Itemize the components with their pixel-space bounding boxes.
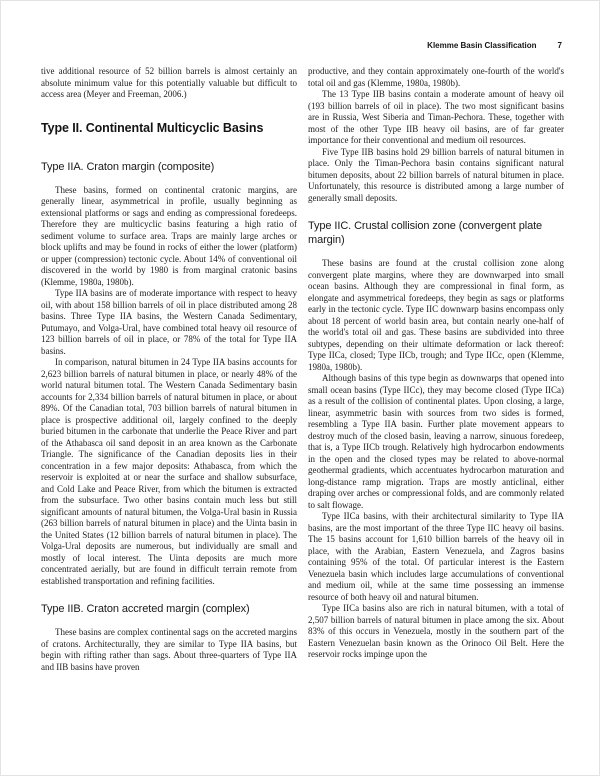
- left-column: [41, 66, 297, 673]
- body-paragraph: tive additional resource of 52 billion barrels is almost certainly an absolute minimum value for this potentially valuable but difficult to access area (Meyer and Freeman, 2006.): [41, 66, 297, 99]
- body-paragraph: These basins are found at the crustal collision zone along convergent plate margins, where they are downwarped into small ocean basins. Although they are compressional in final form, as elongate and asymmetrical foredeeps, they begin as sags or platforms early in the tectonic cycle. Type IIC downwarp basins encompass only about 18 percent of world basin area, but contain nearly one-half of the world's total oil and gas. These basins are subdivided into three subtypes, depending on their ultimate deformation or lack thereof: Type IICa, closed; Type IICb, trough; and Type IICc, open (Klemme, 1980a, 1980b).: [308, 258, 564, 372]
- running-header: [427, 41, 562, 50]
- body-paragraph: Five Type IIB basins hold 29 billion barrels of natural bitumen in place. Only the Timan-Pechora basin contains significant natural bitumen deposits, about 22 billion barrels of natural bitumen in place. Unfortunately, this resource is distributed among a large number of generally small deposits.: [308, 146, 564, 203]
- body-paragraph: Type IICa basins, with their architectural similarity to Type IIA basins, are the most important of the three Type IIC heavy oil basins. The 15 basins account for 1,610 billion barrels of the heavy oil in place, with the Arabian, Eastern Venezuela, and Zagros basins containing 95% of the total. Of particular interest is the Eastern Venezuela basin which includes large accumulations of conventional and medium oil, while at the same time possessing an immense resource of both heavy oil and natural bitumen.: [308, 511, 564, 602]
- subsection-heading: Type IIA. Craton margin (composite): [41, 160, 215, 173]
- body-paragraph: Although basins of this type begin as downwarps that opened into small ocean basins (Type IICc), they may become closed (Type IICa) as a result of the collision of continental plates. Upon closing, a large, linear, asymmetric basin with sources from two sides is formed, resembling a Type IIA basin. Further plate movement appears to destroy much of the closed basin, leaving a narrow, sinuous foredeep, that is, a Type IICb trough. Relatively high hydrocarbon endowments in the open and the closed types may be related to above-normal geothermal gradients, which accentuates hydrocarbon maturation and long-distance ramp migration. Traps are mostly anticlinal, either draping over arches or compressional folds, and are commonly related to salt flowage.: [308, 373, 564, 510]
- body-paragraph: The 13 Type IIB basins contain a moderate amount of heavy oil (193 billion barrels of oil in place). The two most significant basins are in Russia, West Siberia and Timan-Pechora. These, together with most of the other Type IIB heavy oil basins, are of far greater importance for their conventional and medium oil resources.: [308, 89, 564, 145]
- body-paragraph: Type IICa basins also are rich in natural bitumen, with a total of 2,507 billion barrels of natural bitumen in place among the six. About 83% of this occurs in Venezuela, mostly in the southern part of the Eastern Venezuelan basin known as the Orinoco Oil Belt. Here the reservoir rocks impinge upon the: [308, 603, 564, 659]
- subsection-heading: Type IIB. Craton accreted margin (complex): [41, 603, 250, 615]
- subsection-heading: Type IIC. Crustal collision zone (convergent plate margin): [308, 220, 543, 246]
- page-number: 7: [557, 41, 562, 50]
- running-header-title: Klemme Basin Classification: [427, 41, 537, 50]
- right-column: [308, 66, 564, 673]
- body-paragraph: These basins are complex continental sags on the accreted margins of cratons. Architecturally, they are similar to Type IIA basins, but begin with rifting rather than sags. About three-quarters of Type IIA and IIB basins have proven: [41, 627, 297, 672]
- two-column-text-area: [41, 66, 564, 673]
- section-heading: Type II. Continental Multicyclic Basins: [41, 120, 264, 135]
- body-paragraph: These basins, formed on continental cratonic margins, are generally linear, asymmetrical in profile, usually beginning as extensional platforms or sags and ending as compressional foredeeps. Therefore they are multicyclic basins featuring a high ratio of sediment volume to surface area. Traps are mainly large arches or block uplifts and may be found in rocks of either the lower (platform) or upper (compression) tectonic cycle. About 14% of conventional oil discovered in the world by 1980 is from marginal cratonic basins (Klemme, 1980a, 1980b).: [41, 184, 297, 287]
- body-paragraph: productive, and they contain approximately one-fourth of the world's total oil and gas (Klemme, 1980a, 1980b).: [308, 66, 564, 88]
- body-paragraph: Type IIA basins are of moderate importance with respect to heavy oil, with about 158 billion barrels of oil in place distributed among 28 basins. Three Type IIA basins, the Western Canada Sedimentary, Putumayo, and Volga-Ural, have combined total heavy oil resource of 123 billion barrels of oil in place, or 78% of the total for Type IIA basins.: [41, 288, 297, 356]
- body-paragraph: In comparison, natural bitumen in 24 Type IIA basins accounts for 2,623 billion barrels of natural bitumen in place, or nearly 48% of the world natural bitumen total. The Western Canada Sedimentary basin accounts for 2,334 billion barrels of natural bitumen in place, or about 89%. Of the Canadian total, 703 billion barrels of natural bitumen in place is prospective additional oil, largely confined to the deeply buried bitumen in the carbonate that underlie the Peace River and part of the Athabasca oil sand deposit in an area known as the Carbonate Triangle. The significance of the Canadian deposits lies in their concentration in a few major deposits: Athabasca, from which the reservoir is exploited at or near the surface and shallow subsurface, and Cold Lake and Peace River, from which the bitumen is extracted from the subsurface. Two other basins contain much less but still significant amounts of natural bitumen, the Volga-Ural basin in Russia (263 billion barrels of natural bitumen in place) and the Uinta basin in the United States (12 billion barrels of natural bitumen in place). The Volga-Ural deposits are numerous, but individually are small and mostly of local interest. The Uinta deposits are much more concentrated aerially, but are found in difficult terrain remote from established transportation and refining facilities.: [41, 357, 297, 586]
